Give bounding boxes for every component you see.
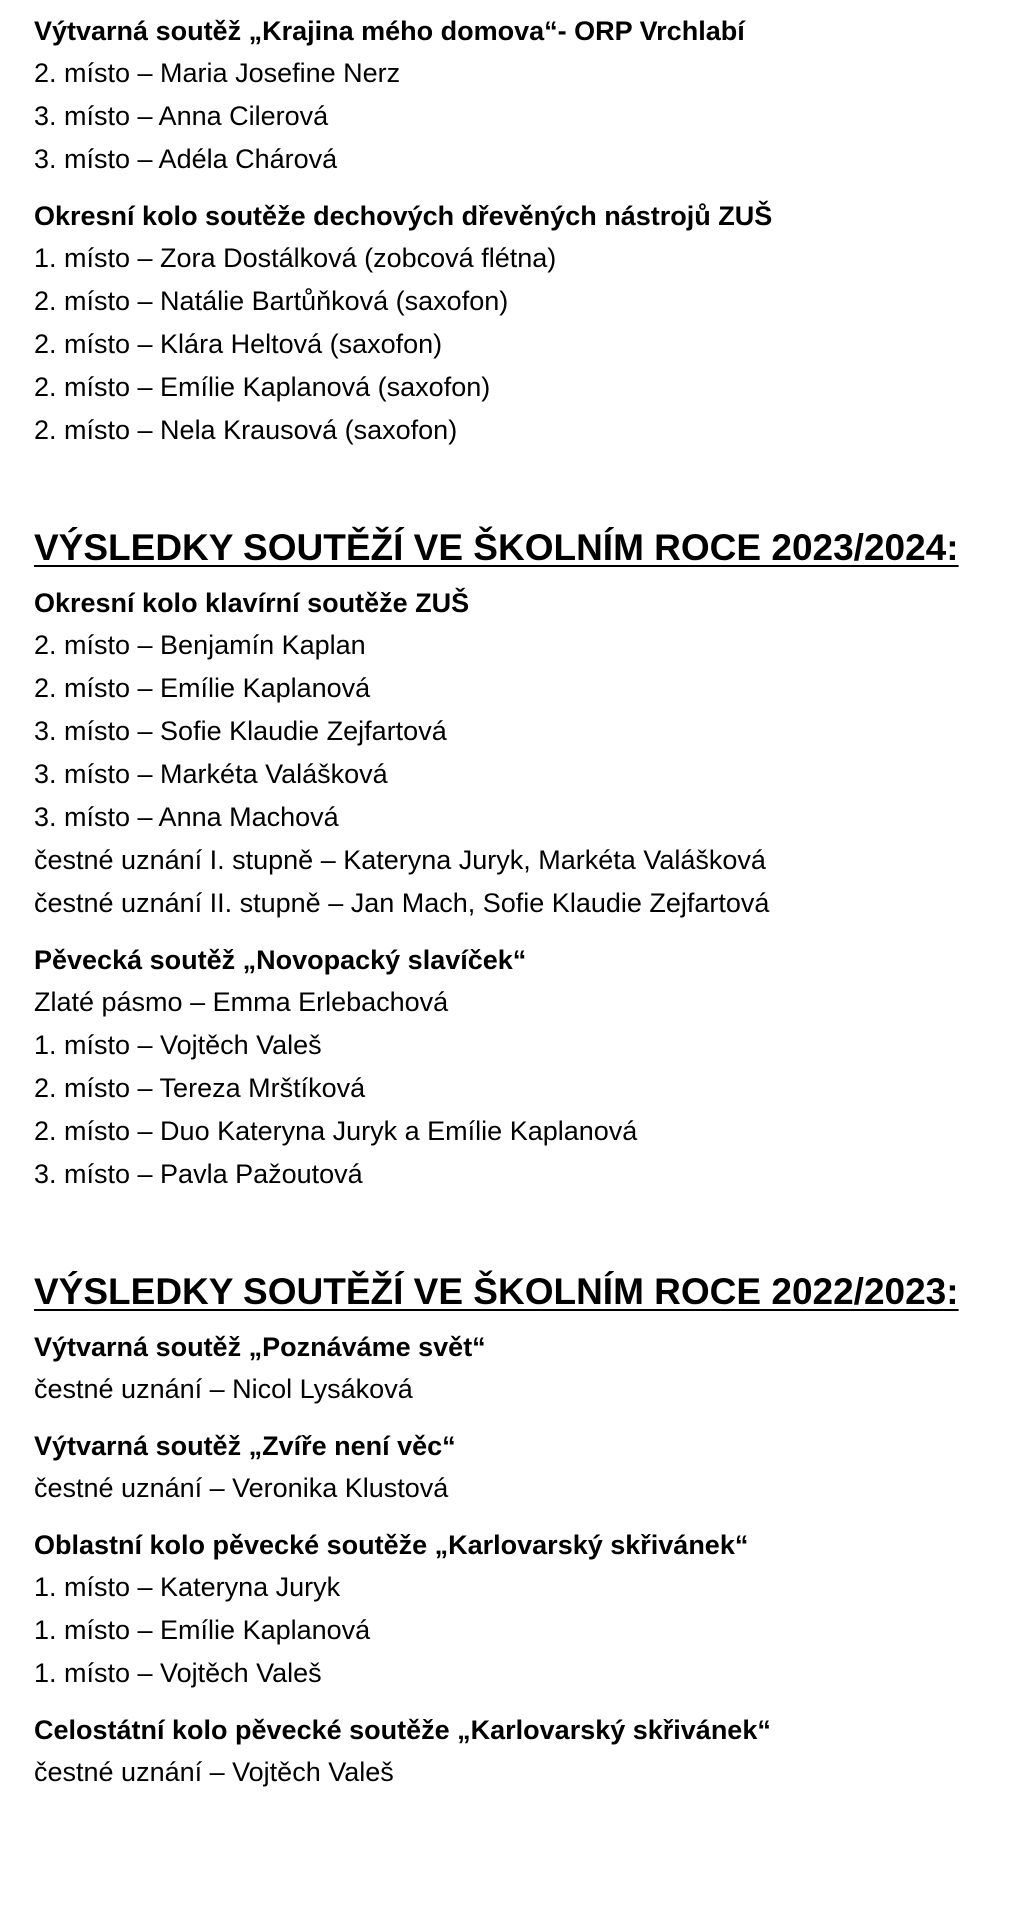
group-title: Okresní kolo klavírní soutěže ZUŠ [34,588,470,618]
result-row: čestné uznání – Veronika Klustová [34,1473,449,1503]
result-group-slavicek [34,939,990,1196]
result-row: 3. místo – Pavla Pažoutová [34,1159,363,1189]
result-row: Zlaté pásmo – Emma Erlebachová [34,987,449,1017]
result-row: 2. místo – Natálie Bartůňková (saxofon) [34,286,509,316]
result-row: 1. místo – Zora Dostálková (zobcová flétna) [34,243,557,273]
group-title: Výtvarná soutěž „Zvíře není věc“ [34,1431,456,1461]
result-group-poznavame-svet [34,1326,990,1411]
result-row: 3. místo – Adéla Chárová [34,144,338,174]
result-row: 2. místo – Emílie Kaplanová (saxofon) [34,372,491,402]
group-title: Výtvarná soutěž „Poznáváme svět“ [34,1332,486,1362]
result-row: 1. místo – Vojtěch Valeš [34,1658,322,1688]
section-2022-2023 [34,1266,990,1794]
section-title: VÝSLEDKY SOUTĚŽÍ VE ŠKOLNÍM ROCE 2023/2024: [34,527,959,568]
result-group-zvire-neni-vec [34,1425,990,1510]
result-row: 3. místo – Anna Machová [34,802,339,832]
result-row: 2. místo – Nela Krausová (saxofon) [34,415,458,445]
result-group-skrivanek-oblastni [34,1524,990,1695]
group-title: Celostátní kolo pěvecké soutěže „Karlovarský skřivánek“ [34,1715,771,1745]
group-title: Pěvecká soutěž „Novopacký slavíček“ [34,945,527,975]
result-group-skrivanek-celostatni [34,1709,990,1794]
section-2023-2024 [34,522,990,1196]
group-title: Okresní kolo soutěže dechových dřevěných nástrojů ZUŠ [34,201,773,231]
group-title: Výtvarná soutěž „Krajina mého domova“- ORP Vrchlabí [34,16,745,46]
result-row: čestné uznání – Vojtěch Valeš [34,1757,394,1787]
result-row: 2. místo – Duo Kateryna Juryk a Emílie Kaplanová [34,1116,638,1146]
result-row: 1. místo – Emílie Kaplanová [34,1615,371,1645]
result-row: čestné uznání I. stupně – Kateryna Juryk, Markéta Valášková [34,845,766,875]
result-row: 3. místo – Sofie Klaudie Zejfartová [34,716,447,746]
result-row: 2. místo – Benjamín Kaplan [34,630,366,660]
group-title: Oblastní kolo pěvecké soutěže „Karlovarský skřivánek“ [34,1530,749,1560]
result-row: čestné uznání – Nicol Lysáková [34,1374,413,1404]
result-row: 2. místo – Klára Heltová (saxofon) [34,329,443,359]
result-group-krajina [34,10,990,181]
result-group-klavir [34,582,990,925]
result-row: 2. místo – Emílie Kaplanová [34,673,371,703]
section-title: VÝSLEDKY SOUTĚŽÍ VE ŠKOLNÍM ROCE 2022/2023: [34,1271,959,1312]
result-group-dechove-nastroje [34,195,990,452]
results-document [34,10,990,1808]
result-row: 1. místo – Vojtěch Valeš [34,1030,322,1060]
result-row: 3. místo – Anna Cilerová [34,101,329,131]
result-row: čestné uznání II. stupně – Jan Mach, Sofie Klaudie Zejfartová [34,888,770,918]
result-row: 1. místo – Kateryna Juryk [34,1572,341,1602]
result-row: 3. místo – Markéta Valášková [34,759,388,789]
result-row: 2. místo – Tereza Mrštíková [34,1073,366,1103]
result-row: 2. místo – Maria Josefine Nerz [34,58,401,88]
